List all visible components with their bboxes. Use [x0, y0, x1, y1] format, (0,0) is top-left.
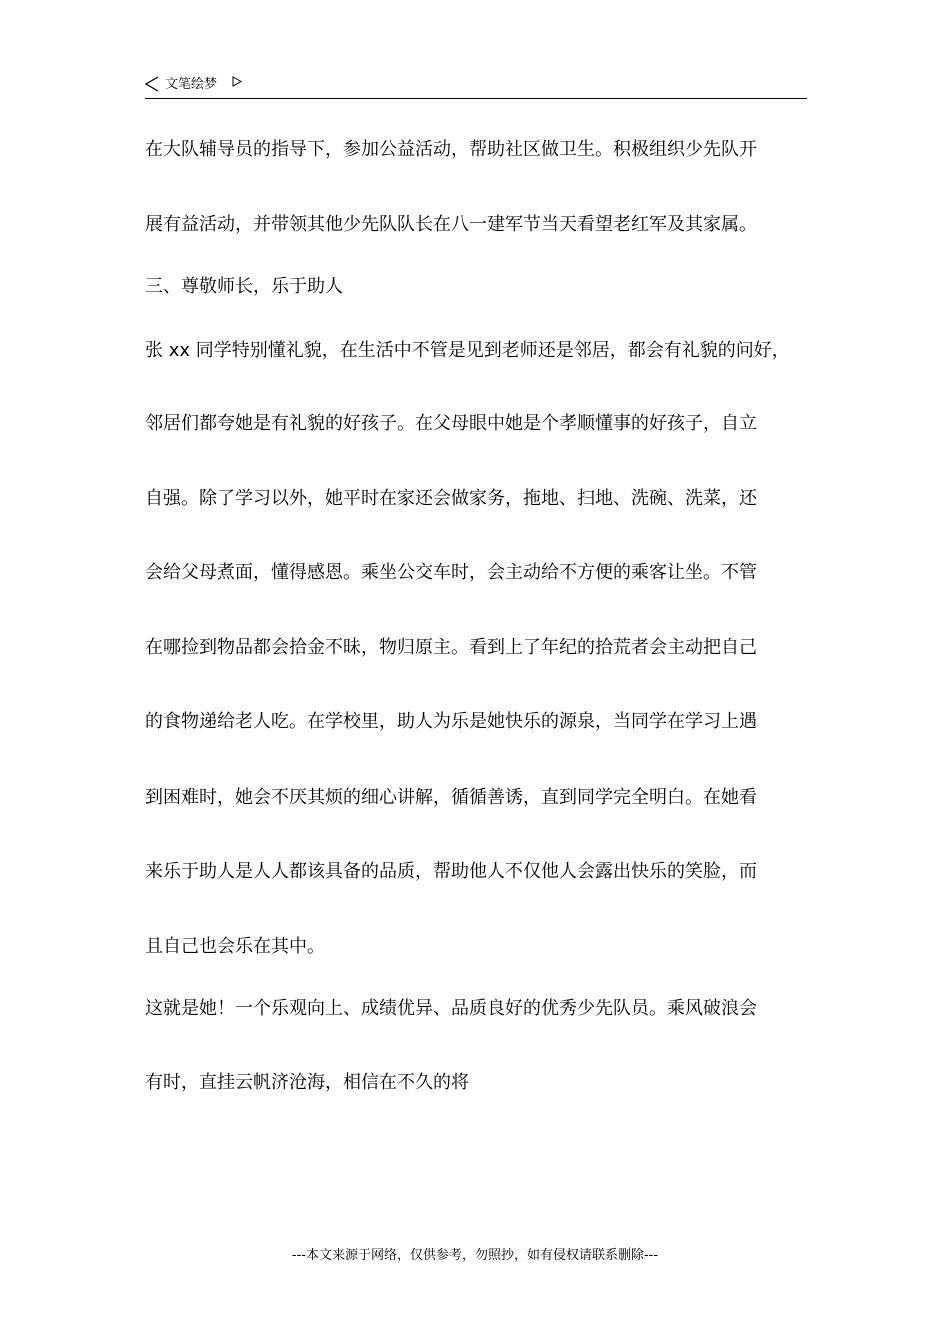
paragraph-line: 来乐于助人是人人都该具备的品质，帮助他人不仅他人会露出快乐的笑脸，而 [145, 861, 757, 882]
paragraph-line: 这就是她！一个乐观向上、成绩优异、品质良好的优秀少先队员。乘风破浪会 [145, 998, 757, 1019]
paragraph-line: 到困难时，她会不厌其烦的细心讲解，循循善诱，直到同学完全明白。在她看 [145, 787, 757, 808]
page-header [145, 72, 807, 99]
section-heading: 三、尊敬师长，乐于助人 [145, 276, 343, 297]
paragraph-line: 展有益活动，并带领其他少先队队长在八一建军节当天看望老红军及其家属。 [145, 214, 757, 235]
right-triangle-icon [232, 76, 242, 87]
paragraph-line: 有时，直挂云帆济沧海，相信在不久的将 [145, 1072, 469, 1093]
paragraph-line: 张 xx 同学特别懂礼貌，在生活中不管是见到老师还是邻居，都会有礼貌的问好， [145, 340, 790, 361]
paragraph-line: 在哪捡到物品都会拾金不昧，物归原主。看到上了年纪的拾荒者会主动把自己 [145, 637, 757, 658]
paragraph-line: 且自己也会乐在其中。 [145, 936, 325, 957]
page-footer: ---本文来源于网络，仅供参考，勿照抄，如有侵权请联系删除--- [291, 1248, 659, 1263]
paragraph-line: 邻居们都夸她是有礼貌的好孩子。在父母眼中她是个孝顺懂事的好孩子，自立 [145, 413, 757, 434]
paragraph-line: 自强。除了学习以外，她平时在家还会做家务，拖地、扫地、洗碗、洗菜，还 [145, 488, 757, 509]
left-triangle-icon [145, 76, 159, 92]
header-title: 文笔绘梦 [165, 77, 218, 92]
paragraph-line: 会给父母煮面，懂得感恩。乘坐公交车时，会主动给不方便的乘客让坐。不管 [145, 562, 757, 583]
paragraph-line: 在大队辅导员的指导下，参加公益活动，帮助社区做卫生。积极组织少先队开 [145, 139, 757, 160]
paragraph-line: 的食物递给老人吃。在学校里，助人为乐是她快乐的源泉，当同学在学习上遇 [145, 711, 757, 732]
